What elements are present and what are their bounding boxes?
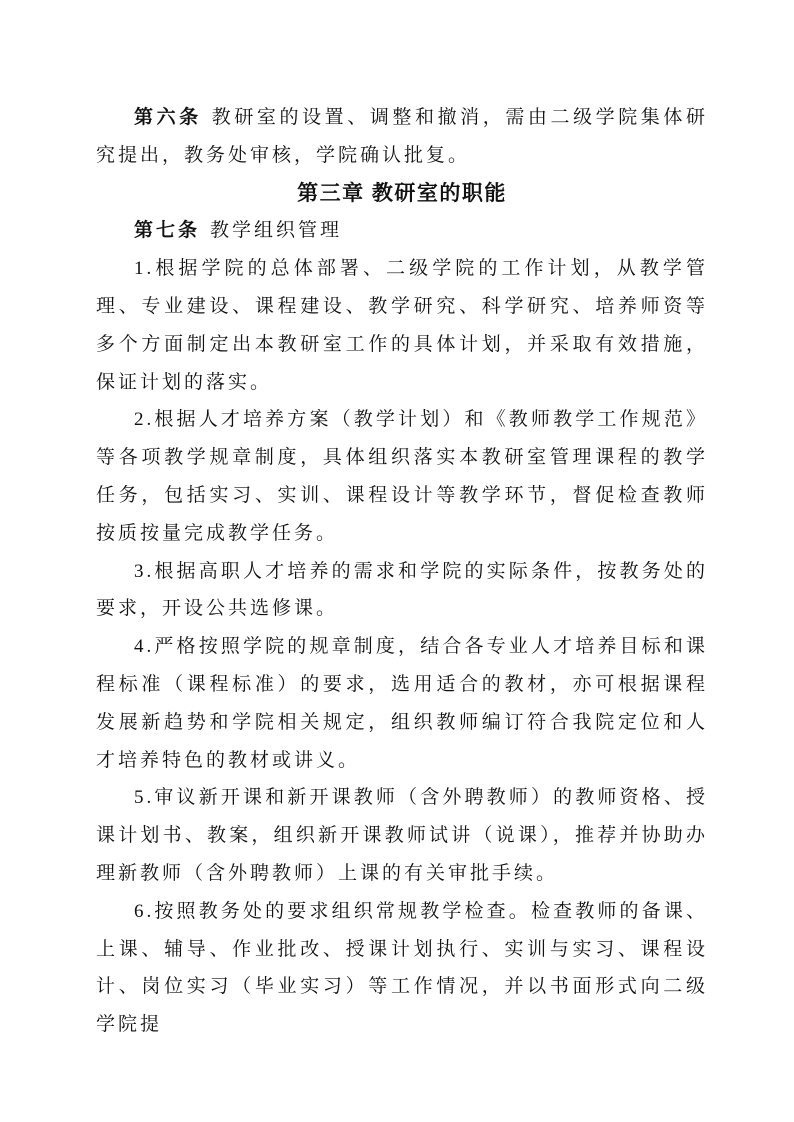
article-6-text: 教研室的设置、调整和撤消，需由二级学院集体研究提出，教务处审核，学院确认批复。: [96, 107, 708, 166]
function-item-6: 6.按照教务处的要求组织常规教学检查。检查教师的备课、上课、辅导、作业批改、授课计划执行、实训与实习、课程设计、岗位实习（毕业实习）等工作情况，并以书面形式向二级学院提: [96, 900, 708, 1036]
article-6-paragraph: [96, 99, 708, 175]
function-item-3: 3.根据高职人才培养的需求和学院的实际条件，按教务处的要求，开设公共选修课。: [96, 560, 708, 620]
article-7-paragraph: [96, 212, 708, 250]
article-7-text: 教学组织管理: [210, 220, 343, 242]
article-6-label: 第六条: [134, 107, 202, 128]
function-item-4: 4.严格按照学院的规章制度，结合各专业人才培养目标和课程标准（课程标准）的要求，选用适合的教材，亦可根据课程发展新趋势和学院相关规定，组织教师编订符合我院定位和人才培养特色的教材或讲义。: [96, 636, 708, 771]
chapter-3-heading: 第三章 教研室的职能: [297, 181, 507, 205]
article-7-label: 第七条: [134, 220, 201, 242]
function-item-2: 2.根据人才培养方案（教学计划）和《教师教学工作规范》等各项教学规章制度，具体组织落实本教研室管理课程的教学任务，包括实习、实训、课程设计等教学环节，督促检查教师按质按量完成教学任务。: [96, 409, 708, 544]
function-item-1: 1.根据学院的总体部署、二级学院的工作计划，从教学管理、专业建设、课程建设、教学研究、科学研究、培养师资等多个方面制定出本教研室工作的具体计划，并采取有效措施，保证计划的落实。: [96, 258, 708, 393]
function-item-5: 5.审议新开课和新开课教师（含外聘教师）的教师资格、授课计划书、教案，组织新开课教师试讲（说课），推荐并协助办理新教师（含外聘教师）上课的有关审批手续。: [96, 787, 708, 884]
